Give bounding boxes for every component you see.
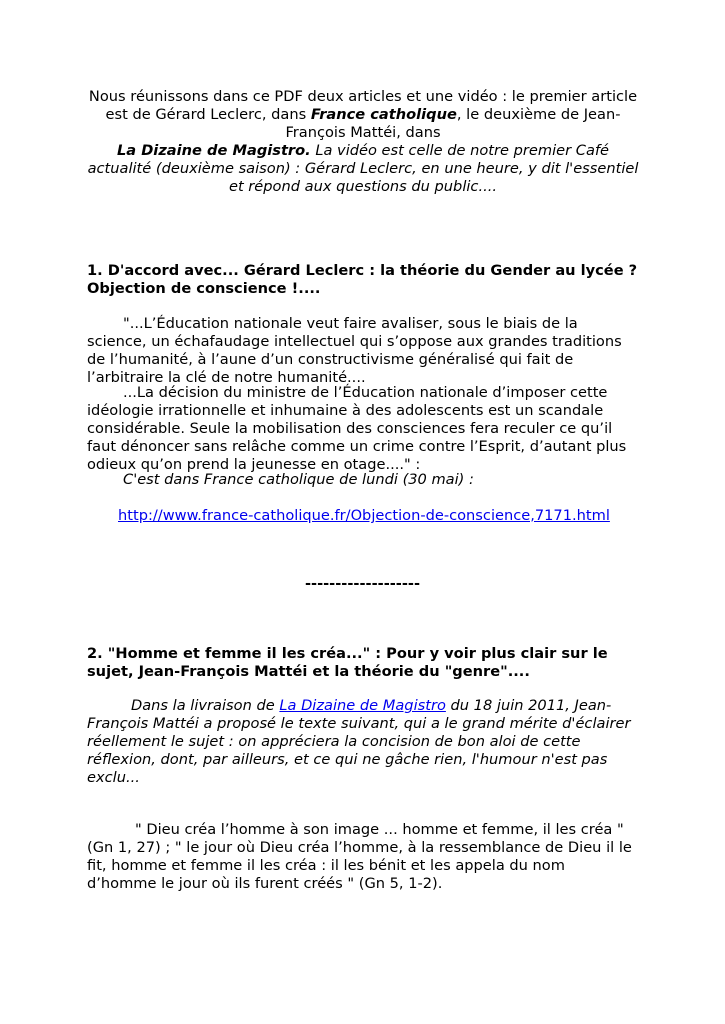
article2-heading: 2. "Homme et femme il les créa..." : Pour y voir plus clair sur le sujet, Jean-François Mattéi et la théorie du "genre".... xyxy=(87,645,608,680)
article2-quote: " Dieu créa l’homme à son image ... homme et femme, il les créa " (Gn 1, 27) ; " le jour où Dieu créa l’homme, à la ressemblance de Dieu il le fit, homme et femme il les créa : il les bénit et les appela du nom d’homme le jour où ils furent créés " (Gn 5, 1-2). xyxy=(87,821,632,892)
intro-text-2: , le deuxième de Jean-François Mattéi, dans xyxy=(285,106,621,141)
article2-intro xyxy=(87,697,639,787)
intro-paragraph xyxy=(87,88,639,196)
intro-text-3: La vidéo est celle de notre premier Café actualité (deuxième saison) : Gérard Leclerc, en une heure, y dit l'essentiel et répond aux questions du public.... xyxy=(87,142,639,195)
intro-text-1: Nous réunissons dans ce PDF deux articles et une vidéo : le premier article est de Gérard Leclerc, dans xyxy=(88,88,638,123)
article2-intro-pre: Dans la livraison de xyxy=(131,697,280,714)
article1-quote-1: "...L’Éducation nationale veut faire avaliser, sous le biais de la science, un échafaudage intellectuel qui s’oppose aux grandes traditions de l’humanité, à l’aune d’un constructivisme généralisé qui fait de l’arbitraire la clé de notre humanité.... xyxy=(87,315,622,386)
article1-heading: 1. D'accord avec... Gérard Leclerc : la théorie du Gender au lycée ? Objection de conscience !.... xyxy=(87,262,638,297)
intro-france-catholique: France catholique xyxy=(310,106,457,123)
dizaine-magistro-link[interactable]: La Dizaine de Magistro xyxy=(279,697,446,714)
article2-intro-post: du 18 juin 2011, Jean-François Mattéi a proposé le texte suivant, qui a le grand mérite d'éclairer réellement le sujet : on appréciera la concision de bon aloi de cette réflexion, dont, par ailleurs, et ce qui ne gâche rien, l'humour n'est pas exclu... xyxy=(87,697,631,786)
intro-dizaine-magistro: La Dizaine de Magistro. xyxy=(116,142,311,159)
article1-quote-2: ...La décision du ministre de l’Éducation nationale d’imposer cette idéologie irrationnelle et inhumaine à des adolescents est un scandale considérable. Seule la mobilisation des consciences fera reculer ce qu’il faut dénoncer sans relâche comme un crime contre l’Esprit, d’autant plus odieux qu’on prend la jeunesse en otage...." : xyxy=(87,384,627,473)
article1-source: C'est dans France catholique de lundi (30 mai) : xyxy=(123,471,474,488)
article1-url-link[interactable]: http://www.france-catholique.fr/Objection-de-conscience,7171.html xyxy=(118,507,610,524)
section-separator: ------------------- xyxy=(304,575,421,592)
